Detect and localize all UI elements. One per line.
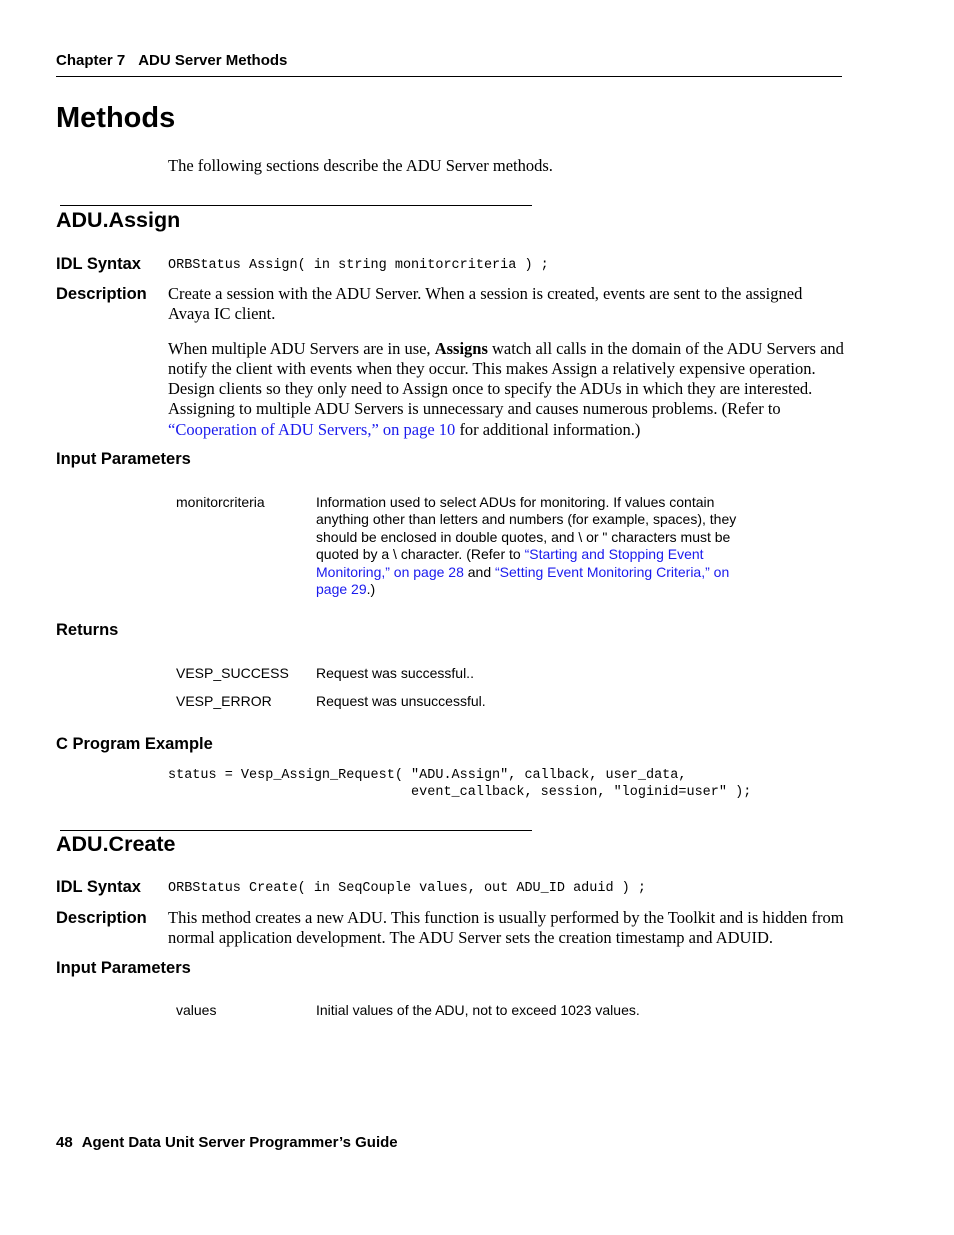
cross-reference-link[interactable]: “Starting and Stopping Event Monitoring,” on page 28 xyxy=(316,546,704,580)
header-rule xyxy=(56,76,842,77)
chapter-number: Chapter 7 xyxy=(56,52,126,69)
description-paragraph-1: This method creates a new ADU. This function is usually performed by the Toolkit and is hidden from normal application development. The ADU Server sets the creation timestamp and ADUID. xyxy=(168,908,844,948)
return-description: Request was unsuccessful. xyxy=(316,693,486,709)
code-example-line: event_callback, session, "loginid=user" ); xyxy=(168,785,752,800)
input-parameters-label: Input Parameters xyxy=(56,450,191,468)
running-footer xyxy=(56,1134,398,1151)
description-paragraph-2 xyxy=(168,339,844,440)
bold-term: Assigns xyxy=(434,338,488,358)
text-run: When multiple ADU Servers are in use, xyxy=(168,338,435,358)
chapter-title: ADU Server Methods xyxy=(138,52,288,69)
param-name: monitorcriteria xyxy=(176,494,265,510)
text-run: Information used to select ADUs for monitoring. If values contain anything other than letters and numbers (for example, spaces), they should be enclosed in double quotes, and \ or " characters must be quoted by a \ character. (Refer to xyxy=(316,494,737,563)
text-run: for additional information.) xyxy=(455,419,641,439)
description-body xyxy=(168,284,844,440)
idl-syntax-label: IDL Syntax xyxy=(56,255,141,273)
intro-text: The following sections describe the ADU Server methods. xyxy=(168,156,553,175)
page-title: Methods xyxy=(56,102,176,134)
idl-syntax-label: IDL Syntax xyxy=(56,878,141,896)
return-code: VESP_SUCCESS xyxy=(176,665,289,681)
cross-reference-link[interactable]: “Setting Event Monitoring Criteria,” on page 29 xyxy=(316,563,730,598)
param-description xyxy=(316,494,752,598)
param-description: Initial values of the ADU, not to exceed 1023 values. xyxy=(316,1002,640,1018)
input-parameters-label: Input Parameters xyxy=(56,959,191,977)
section-title-assign: ADU.Assign xyxy=(56,208,181,232)
description-paragraph-1: Create a session with the ADU Server. When a session is created, events are sent to the assigned Avaya IC client. xyxy=(168,284,803,324)
c-program-example-label: C Program Example xyxy=(56,735,213,753)
param-name: values xyxy=(176,1002,217,1018)
return-description: Request was successful.. xyxy=(316,665,474,681)
section-rule xyxy=(60,205,532,206)
idl-syntax-code: ORBStatus Assign( in string monitorcriteria ) ; xyxy=(168,258,549,273)
cross-reference-link[interactable]: “Cooperation of ADU Servers,” on page 10 xyxy=(168,419,456,439)
return-code: VESP_ERROR xyxy=(176,693,272,709)
text-run: watch all calls in the domain of the ADU Servers and notify the client with events when they occur. This makes Assign a relatively expensive operation. Design clients so they only need to Assign once to specify the ADUs in which they are interested. Assigning to multiple ADU Servers is unnecessary and causes numerous problems. (Refer to xyxy=(168,338,844,419)
text-run: and xyxy=(463,563,496,580)
description-body xyxy=(168,908,844,949)
idl-syntax-code: ORBStatus Create( in SeqCouple values, out ADU_ID aduid ) ; xyxy=(168,881,646,896)
description-label: Description xyxy=(56,909,147,927)
page-number: 48 xyxy=(56,1134,73,1151)
description-label: Description xyxy=(56,285,147,303)
section-title-create: ADU.Create xyxy=(56,832,176,856)
text-run: .) xyxy=(366,581,376,598)
section-rule xyxy=(60,830,532,831)
running-header xyxy=(56,52,287,69)
returns-label: Returns xyxy=(56,621,119,639)
book-title: Agent Data Unit Server Programmer’s Guide xyxy=(81,1134,398,1151)
code-example-line: status = Vesp_Assign_Request( "ADU.Assign", callback, user_data, xyxy=(168,768,687,783)
